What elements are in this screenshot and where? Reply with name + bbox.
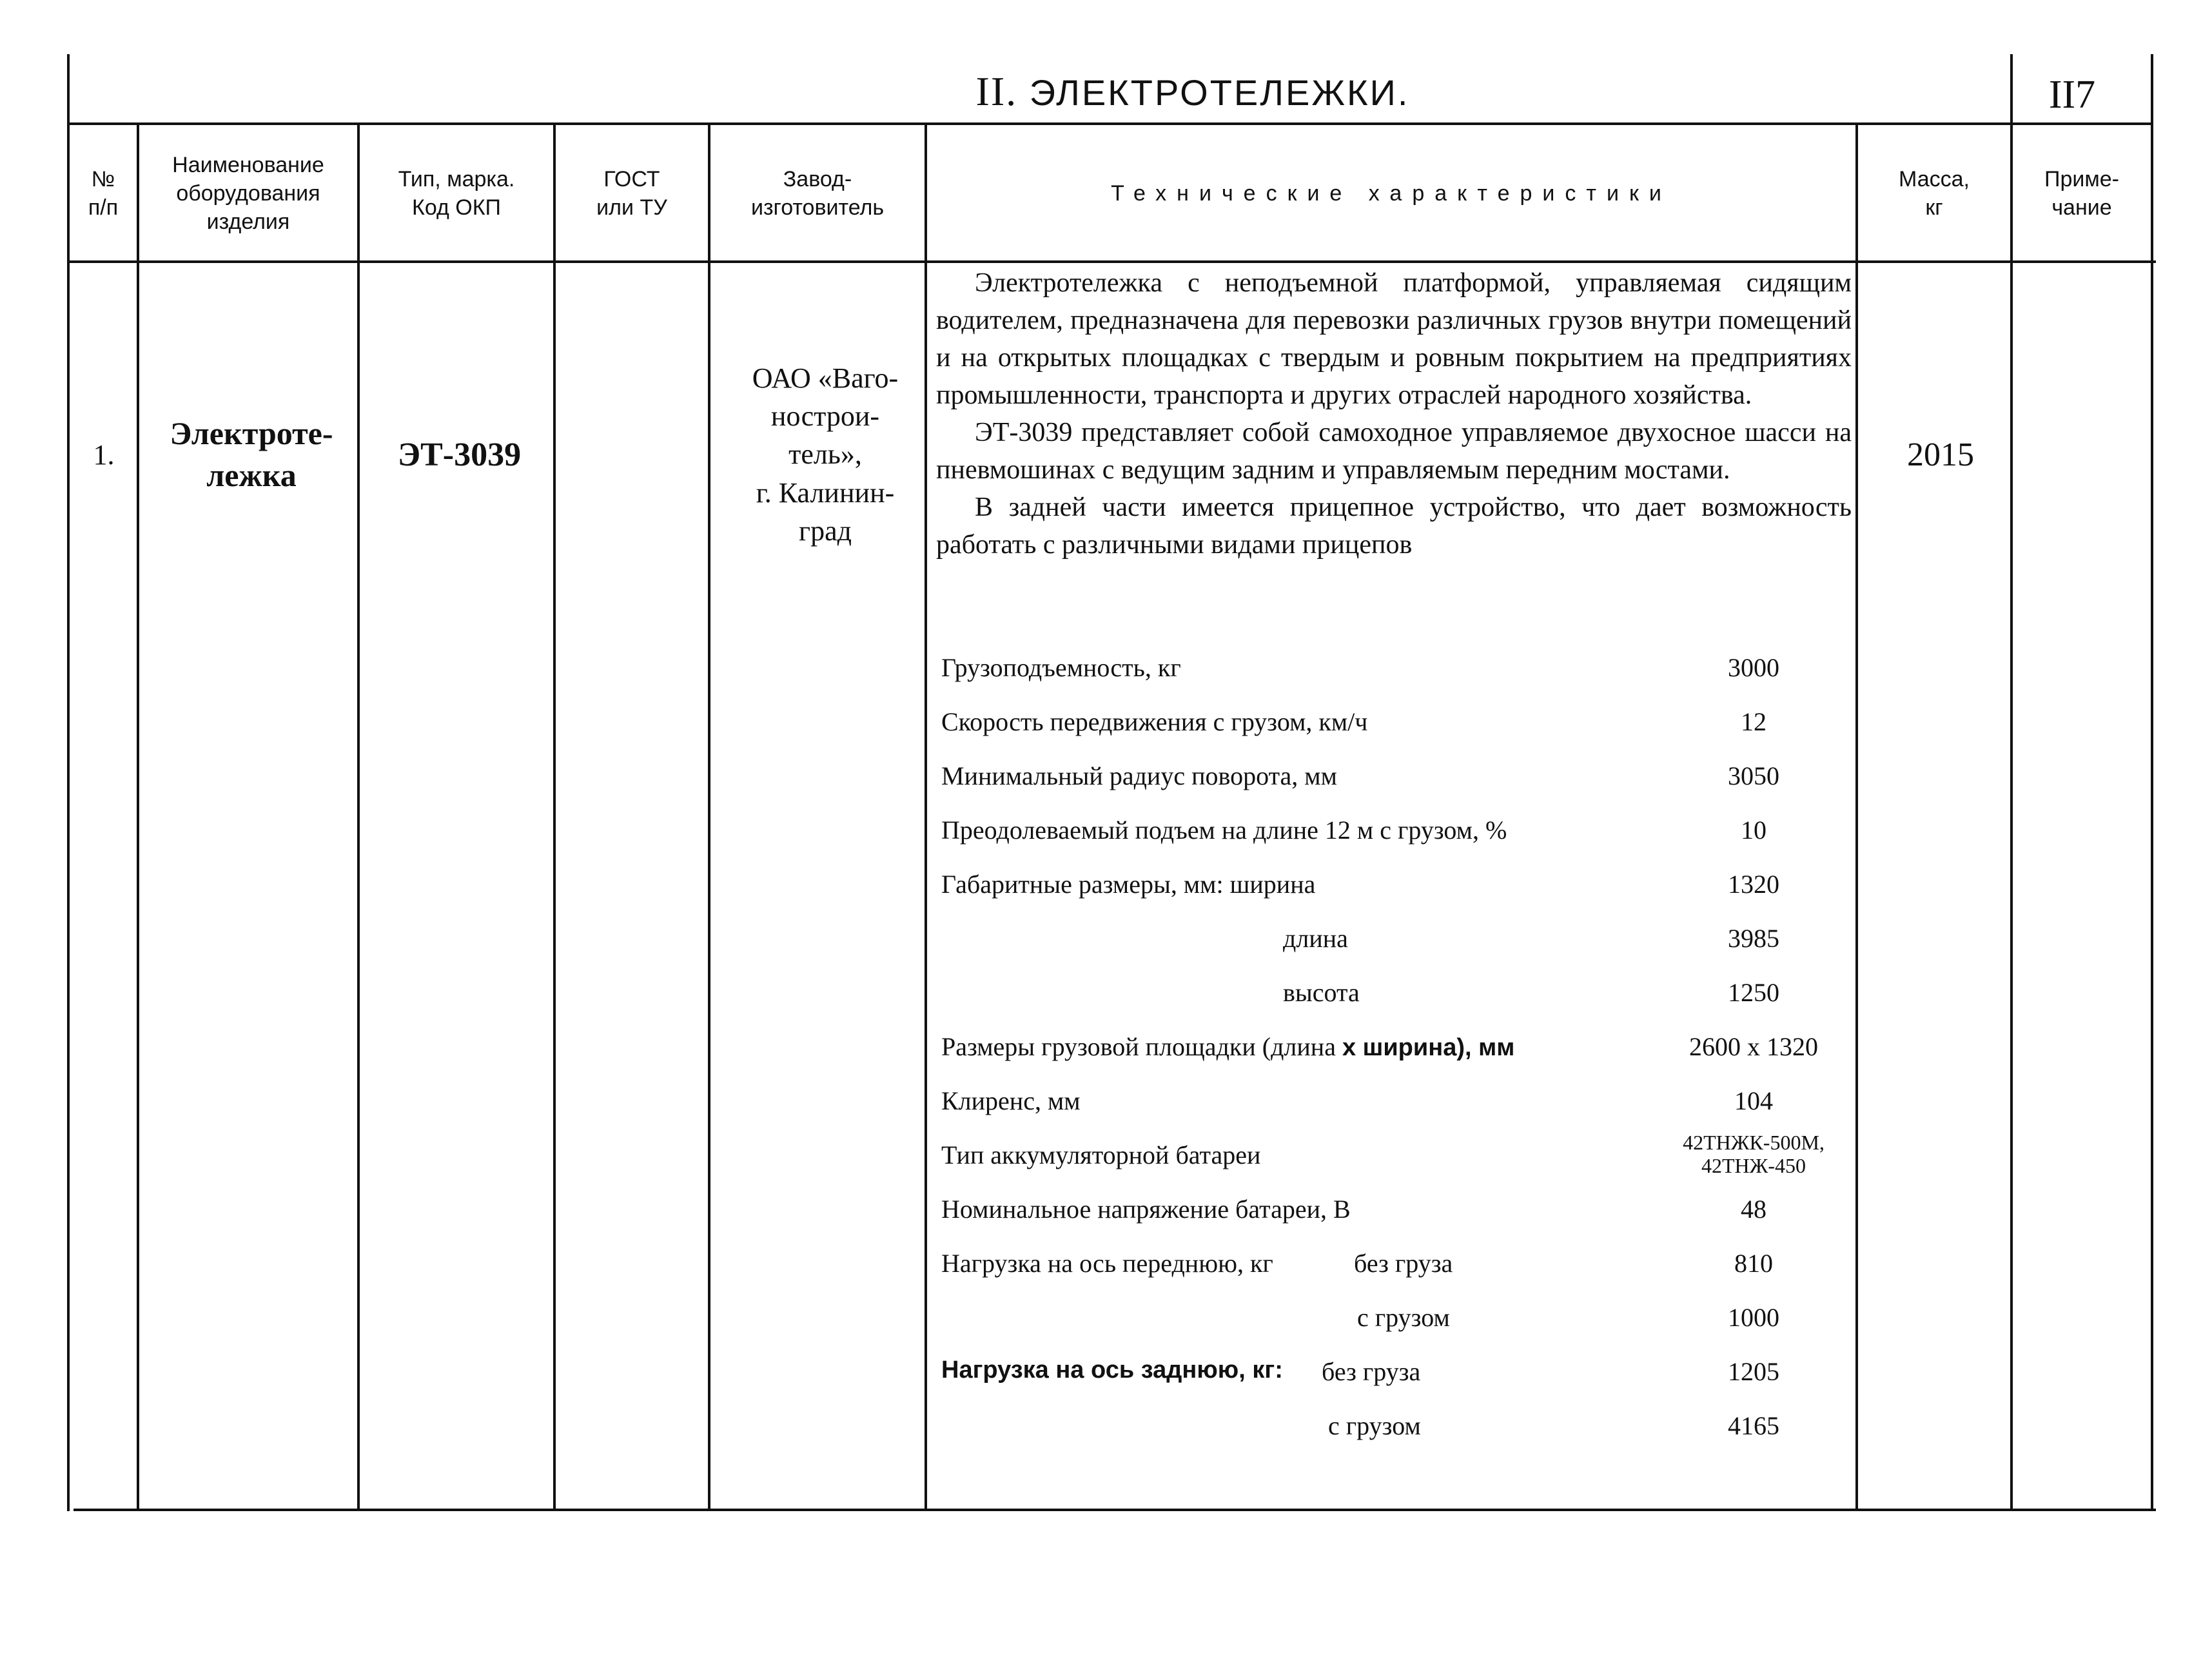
table-left-border <box>67 54 70 1511</box>
col-header-gost-l2: или ТУ <box>596 195 667 220</box>
description-paragraph-2: ЭТ-3039 представляет собой самоходное управляемое двухосное шасси на пневмошинах с ведущим задним и управляемым передним мостами. <box>936 418 1852 485</box>
spec-label: Тип аккумуляторной батареи <box>941 1140 1261 1169</box>
spec-sublabel: без груза <box>1354 1249 1453 1278</box>
equipment-type: ЭТ-3039 <box>397 436 522 473</box>
header-bottom-rule <box>67 260 2156 263</box>
col-header-name-l3: изделия <box>206 210 290 235</box>
col-header-note <box>2013 126 2151 260</box>
col-header-maker-l2: изготовитель <box>750 195 885 220</box>
spec-row <box>941 761 1831 799</box>
col-header-note-l1: Приме- <box>2044 166 2119 191</box>
col-divider-1 <box>137 122 139 1510</box>
col-divider-4 <box>708 122 710 1510</box>
spec-row <box>941 1086 1831 1124</box>
col-header-gost <box>556 126 708 260</box>
spec-row <box>941 707 1831 745</box>
table-right-border <box>2151 54 2153 1511</box>
col-header-gost-l1: ГОСТ <box>603 166 660 191</box>
col-header-number <box>70 126 137 260</box>
spec-label <box>941 1031 1514 1062</box>
col-header-name-l1: Наименование <box>172 152 324 177</box>
spec-label: Номинальное напряжение батареи, В <box>941 1195 1351 1224</box>
description-paragraph-1: Электротележка с неподъемной платформой, управляемая сидящим водителем, предназначена для перевозки различных грузов внутри помещений и на открытых площадках с твердым и ровным покрытием на предприятиях промышленности, транспорта и других отраслей народного хозяйства. <box>936 268 1852 410</box>
page-number: II7 <box>2048 73 2096 117</box>
spec-value: 12 <box>1741 707 1767 736</box>
spec-value: 1205 <box>1728 1357 1779 1386</box>
col-header-mass <box>1858 126 2010 260</box>
col-divider-6 <box>1855 122 1858 1510</box>
spec-value-l1: 42ТНЖК-500М, <box>1683 1131 1825 1154</box>
spec-label: с грузом <box>1328 1411 1421 1440</box>
spec-label: Габаритные размеры, мм: ширина <box>941 870 1316 899</box>
col-header-type <box>360 126 553 260</box>
col-header-type-l1: Тип, марка. <box>398 166 515 191</box>
spec-label: высота <box>1283 978 1360 1007</box>
col-header-name <box>139 126 357 260</box>
spec-row <box>941 1356 1831 1395</box>
spec-label-part: Размеры грузовой площадки (длина <box>941 1032 1336 1061</box>
col-header-maker <box>710 126 925 260</box>
description <box>936 264 1852 563</box>
spec-label-bold-part: х ширина), мм <box>1342 1034 1515 1061</box>
col-header-note-l2: чание <box>2051 195 2112 220</box>
header-top-rule <box>67 122 2153 125</box>
spec-row <box>941 652 1831 691</box>
section-roman-numeral: II. <box>975 68 1018 114</box>
manufacturer-l1: ОАО «Ваго- <box>752 362 899 394</box>
spec-value-l2: 42ТНЖ-450 <box>1701 1154 1806 1177</box>
spec-row <box>941 1248 1831 1287</box>
col-divider-5 <box>925 122 927 1510</box>
spec-value: 1000 <box>1728 1303 1779 1332</box>
spec-value: 3985 <box>1728 924 1779 953</box>
col-header-number-l2: п/п <box>88 195 119 220</box>
description-paragraph-3: В задней части имеется прицепное устройство, что дает возможность работать с различными видами прицепов <box>936 493 1852 560</box>
spec-label: Грузоподъемность, кг <box>941 653 1181 682</box>
spec-label: Клиренс, мм <box>941 1086 1081 1115</box>
mass-value: 2015 <box>1907 436 1974 473</box>
spec-row <box>941 815 1831 854</box>
spec-row <box>941 977 1831 1016</box>
manufacturer-l5: град <box>799 515 852 547</box>
spec-row <box>941 1411 1831 1449</box>
manufacturer-l4: г. Калинин- <box>756 476 895 509</box>
spec-label: с грузом <box>1357 1303 1450 1332</box>
col-divider-3 <box>553 122 556 1510</box>
spec-value: 4165 <box>1728 1411 1779 1440</box>
spec-value: 1320 <box>1728 870 1779 899</box>
spec-value: 2600 х 1320 <box>1689 1032 1818 1061</box>
equipment-name-l1: Электроте- <box>170 415 333 451</box>
spec-sublabel: без груза <box>1322 1357 1421 1386</box>
equipment-name <box>142 400 361 509</box>
spec-value: 10 <box>1741 816 1767 845</box>
spec-label: Скорость передвижения с грузом, км/ч <box>941 707 1368 736</box>
col-header-name-l2: оборудования <box>176 181 320 206</box>
section-title <box>645 68 1741 115</box>
spec-label: Минимальный радиус поворота, мм <box>941 761 1337 790</box>
manufacturer <box>716 355 935 554</box>
spec-value: 810 <box>1734 1249 1773 1278</box>
spec-value: 48 <box>1741 1195 1767 1224</box>
spec-label: Нагрузка на ось переднюю, кг <box>941 1249 1273 1278</box>
equipment-name-l2: лежка <box>206 457 297 493</box>
spec-label: длина <box>1283 924 1348 953</box>
table-bottom-rule <box>73 1509 2156 1511</box>
spec-row <box>941 923 1831 962</box>
col-header-mass-l2: кг <box>1925 195 1943 220</box>
spec-label: Нагрузка на ось заднюю, кг: <box>941 1356 1283 1383</box>
col-header-type-l2: Код ОКП <box>412 195 501 220</box>
col-divider-2 <box>357 122 360 1510</box>
spec-value: 3050 <box>1728 761 1779 790</box>
manufacturer-l2: нострои- <box>770 400 880 432</box>
spec-value: 104 <box>1734 1086 1773 1115</box>
spec-row <box>941 869 1831 908</box>
col-divider-7 <box>2010 54 2013 1510</box>
section-title-text: ЭЛЕКТРОТЕЛЕЖКИ. <box>1029 72 1410 113</box>
spec-value: 3000 <box>1728 653 1779 682</box>
spec-value <box>1676 1131 1831 1177</box>
col-header-mass-l1: Масса, <box>1899 166 1970 191</box>
col-header-maker-l1: Завод- <box>783 166 852 191</box>
col-header-number-l1: № <box>91 166 115 191</box>
spec-row <box>941 1131 1831 1178</box>
col-header-specs: Технические характеристики <box>1111 181 1672 206</box>
spec-row <box>941 1031 1831 1070</box>
spec-row <box>941 1302 1831 1341</box>
row-number: 1. <box>93 438 115 471</box>
spec-row <box>941 1194 1831 1233</box>
spec-label: Преодолеваемый подъем на длине 12 м с грузом, % <box>941 816 1507 845</box>
spec-value: 1250 <box>1728 978 1779 1007</box>
manufacturer-l3: тель», <box>788 438 862 471</box>
